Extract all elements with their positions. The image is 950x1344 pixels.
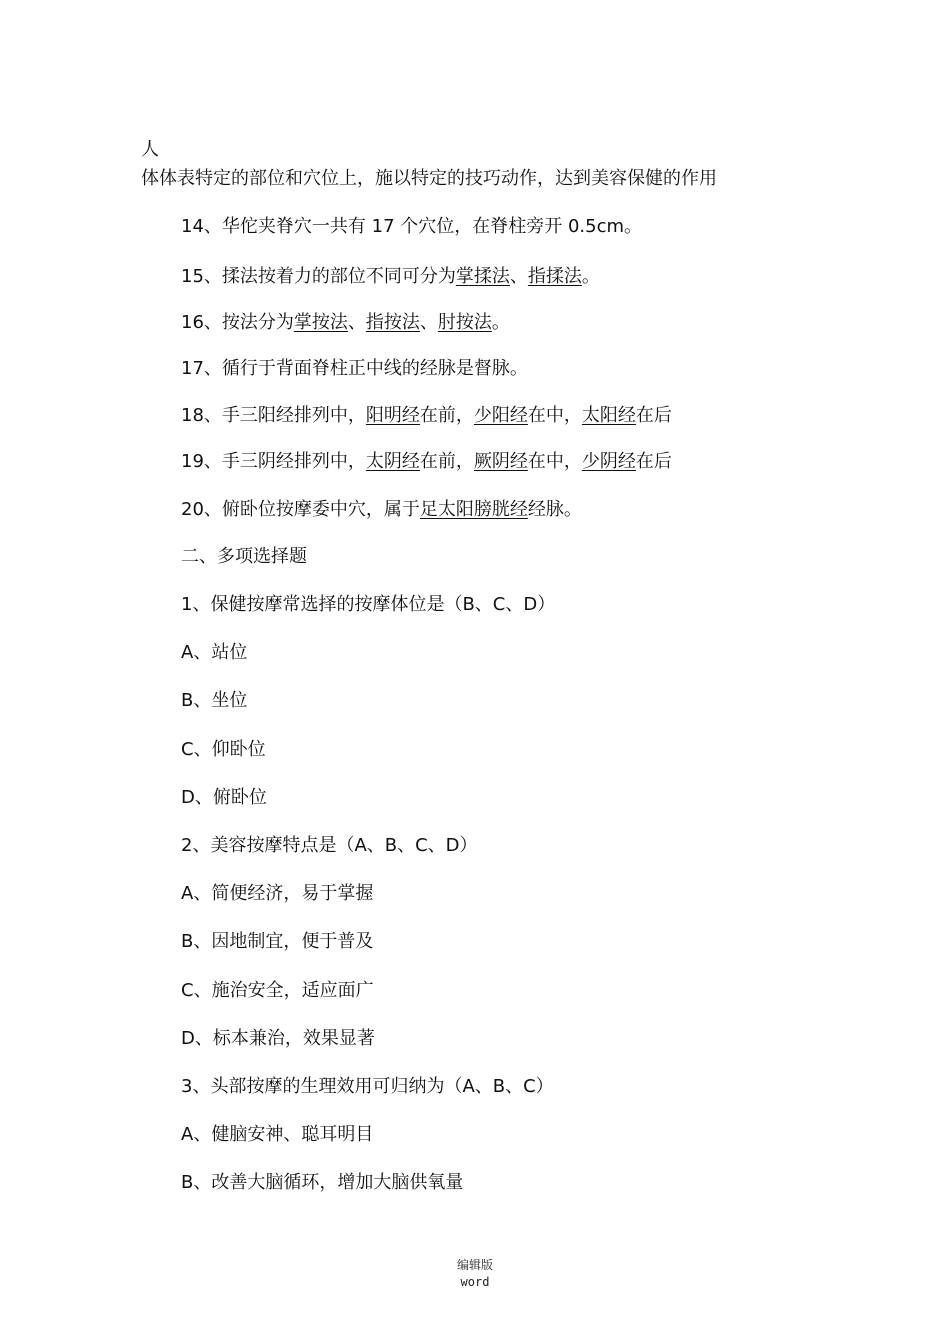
question-stem: 3、头部按摩的生理效用可归纳为（A、B、C）	[181, 1076, 554, 1097]
question-text: 20、俯卧位按摩委中穴，属于	[181, 499, 420, 520]
answer-blank: 掌按法	[293, 312, 348, 333]
question-stem: 2、美容按摩特点是（A、B、C、D）	[181, 835, 478, 856]
answer-blank: 掌揉法	[455, 266, 510, 287]
answer-option: A、简便经济，易于掌握	[181, 883, 374, 904]
question-text: 、	[509, 266, 528, 287]
answer-blank: 太阳经	[581, 405, 636, 426]
intro-line: 人	[141, 139, 159, 160]
question-text: 在前，	[419, 405, 474, 426]
answer-option: C、施治安全，适应面广	[181, 980, 374, 1001]
answer-option: B、改善大脑循环，增加大脑供氧量	[181, 1172, 464, 1193]
question-text: 经脉。	[527, 499, 582, 520]
question-text: 、	[347, 312, 366, 333]
answer-option: C、仰卧位	[181, 739, 266, 760]
footer-label: 编辑版	[456, 1258, 493, 1272]
answer-option: B、坐位	[181, 690, 248, 711]
question-text: 在中，	[527, 405, 582, 426]
section-heading: 二、多项选择题	[181, 546, 307, 567]
answer-option: D、标本兼治，效果显著	[181, 1028, 375, 1049]
question-text: 17、循行于背面脊柱正中线的经脉是督脉。	[181, 358, 528, 379]
question-text: 在中，	[527, 451, 582, 472]
answer-blank: 足太阳膀胱经	[419, 499, 528, 520]
answer-blank: 指按法	[365, 312, 420, 333]
question-text: 。	[491, 312, 510, 333]
fill-in-item	[181, 357, 528, 381]
footer-word: word	[460, 1275, 490, 1289]
answer-blank: 阳明经	[365, 405, 420, 426]
question-text: 、	[419, 312, 438, 333]
fill-in-item	[181, 265, 600, 289]
question-text: 在后	[635, 405, 672, 426]
intro-line: 体体表特定的部位和穴位上，施以特定的技巧动作，达到美容保健的作用	[141, 168, 717, 189]
question-text: 15、揉法按着力的部位不同可分为	[181, 266, 456, 287]
answer-blank: 指揉法	[527, 266, 582, 287]
question-stem: 1、保健按摩常选择的按摩体位是（B、C、D）	[181, 594, 556, 615]
answer-blank: 肘按法	[437, 312, 492, 333]
answer-option: A、健脑安神、聪耳明目	[181, 1124, 374, 1145]
answer-blank: 少阴经	[581, 451, 636, 472]
answer-option: A、站位	[181, 642, 248, 663]
question-text: 。	[581, 266, 600, 287]
question-text: 16、按法分为	[181, 312, 294, 333]
question-text: 在后	[635, 451, 672, 472]
question-text: 在前，	[419, 451, 474, 472]
question-text: 18、手三阳经排列中，	[181, 405, 366, 426]
fill-in-item	[181, 498, 582, 522]
fill-in-item	[181, 450, 672, 474]
fill-in-item	[181, 215, 642, 239]
answer-option: D、俯卧位	[181, 787, 267, 808]
answer-option: B、因地制宜，便于普及	[181, 931, 374, 952]
fill-in-item	[181, 311, 510, 335]
answer-blank: 厥阴经	[473, 451, 528, 472]
page-footer	[0, 1257, 950, 1291]
question-text: 14、华佗夹脊穴一共有 17 个穴位，在脊柱旁开 0.5cm。	[181, 216, 643, 237]
question-text: 19、手三阴经排列中，	[181, 451, 366, 472]
answer-blank: 少阳经	[473, 405, 528, 426]
answer-blank: 太阴经	[365, 451, 420, 472]
fill-in-item	[181, 404, 672, 428]
